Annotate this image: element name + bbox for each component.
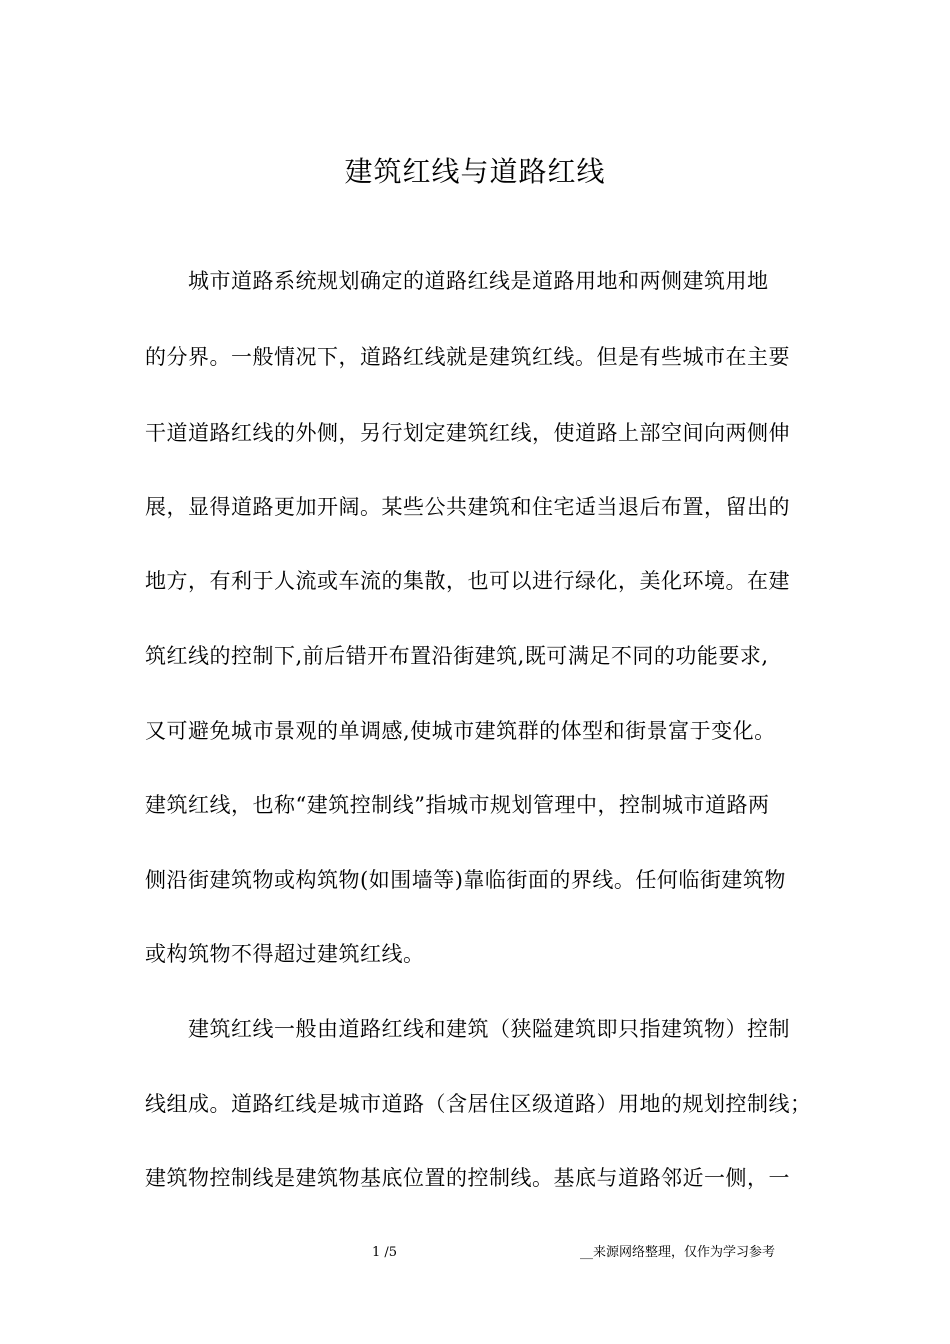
paragraph-line: 城市道路系统规划确定的道路红线是道路用地和两侧建筑用地 [188,269,769,293]
page-number: 1 /5 [372,1245,398,1260]
paragraph-line: 地方，有利于人流或车流的集散，也可以进行绿化，美化环境。在建 [145,569,790,593]
paragraph-line: 或构筑物不得超过建筑红线。 [145,942,425,966]
paragraph-line: 建筑红线，也称“建筑控制线”指城市规划管理中，控制城市道路两 [145,793,770,817]
document-title: 建筑红线与道路红线 [344,155,606,188]
paragraph-line: 筑红线的控制下,前后错开布置沿街建筑,既可满足不同的功能要求, [145,644,769,668]
paragraph-line: 又可避免城市景观的单调感,使城市建筑群的体型和街景富于变化。 [145,719,776,743]
paragraph-line: 的分界。一般情况下，道路红线就是建筑红线。但是有些城市在主要 [145,345,790,369]
paragraph-line: 展，显得道路更加开阔。某些公共建筑和住宅适当退后布置，留出的 [145,495,790,519]
paragraph-line: 干道道路红线的外侧，另行划定建筑红线，使道路上部空间向两侧伸 [145,421,790,445]
paragraph-line: 线组成。道路红线是城市道路（含居住区级道路）用地的规划控制线； [145,1092,812,1116]
paragraph-line: 建筑红线一般由道路红线和建筑（狭隘建筑即只指建筑物）控制 [188,1017,790,1041]
footer-note: __来源网络整理，仅作为学习参考 [580,1245,776,1260]
paragraph-line: 侧沿街建筑物或构筑物(如围墙等)靠临街面的界线。任何临街建筑物 [145,868,786,892]
paragraph-line: 建筑物控制线是建筑物基底位置的控制线。基底与道路邻近一侧，一 [145,1166,790,1190]
